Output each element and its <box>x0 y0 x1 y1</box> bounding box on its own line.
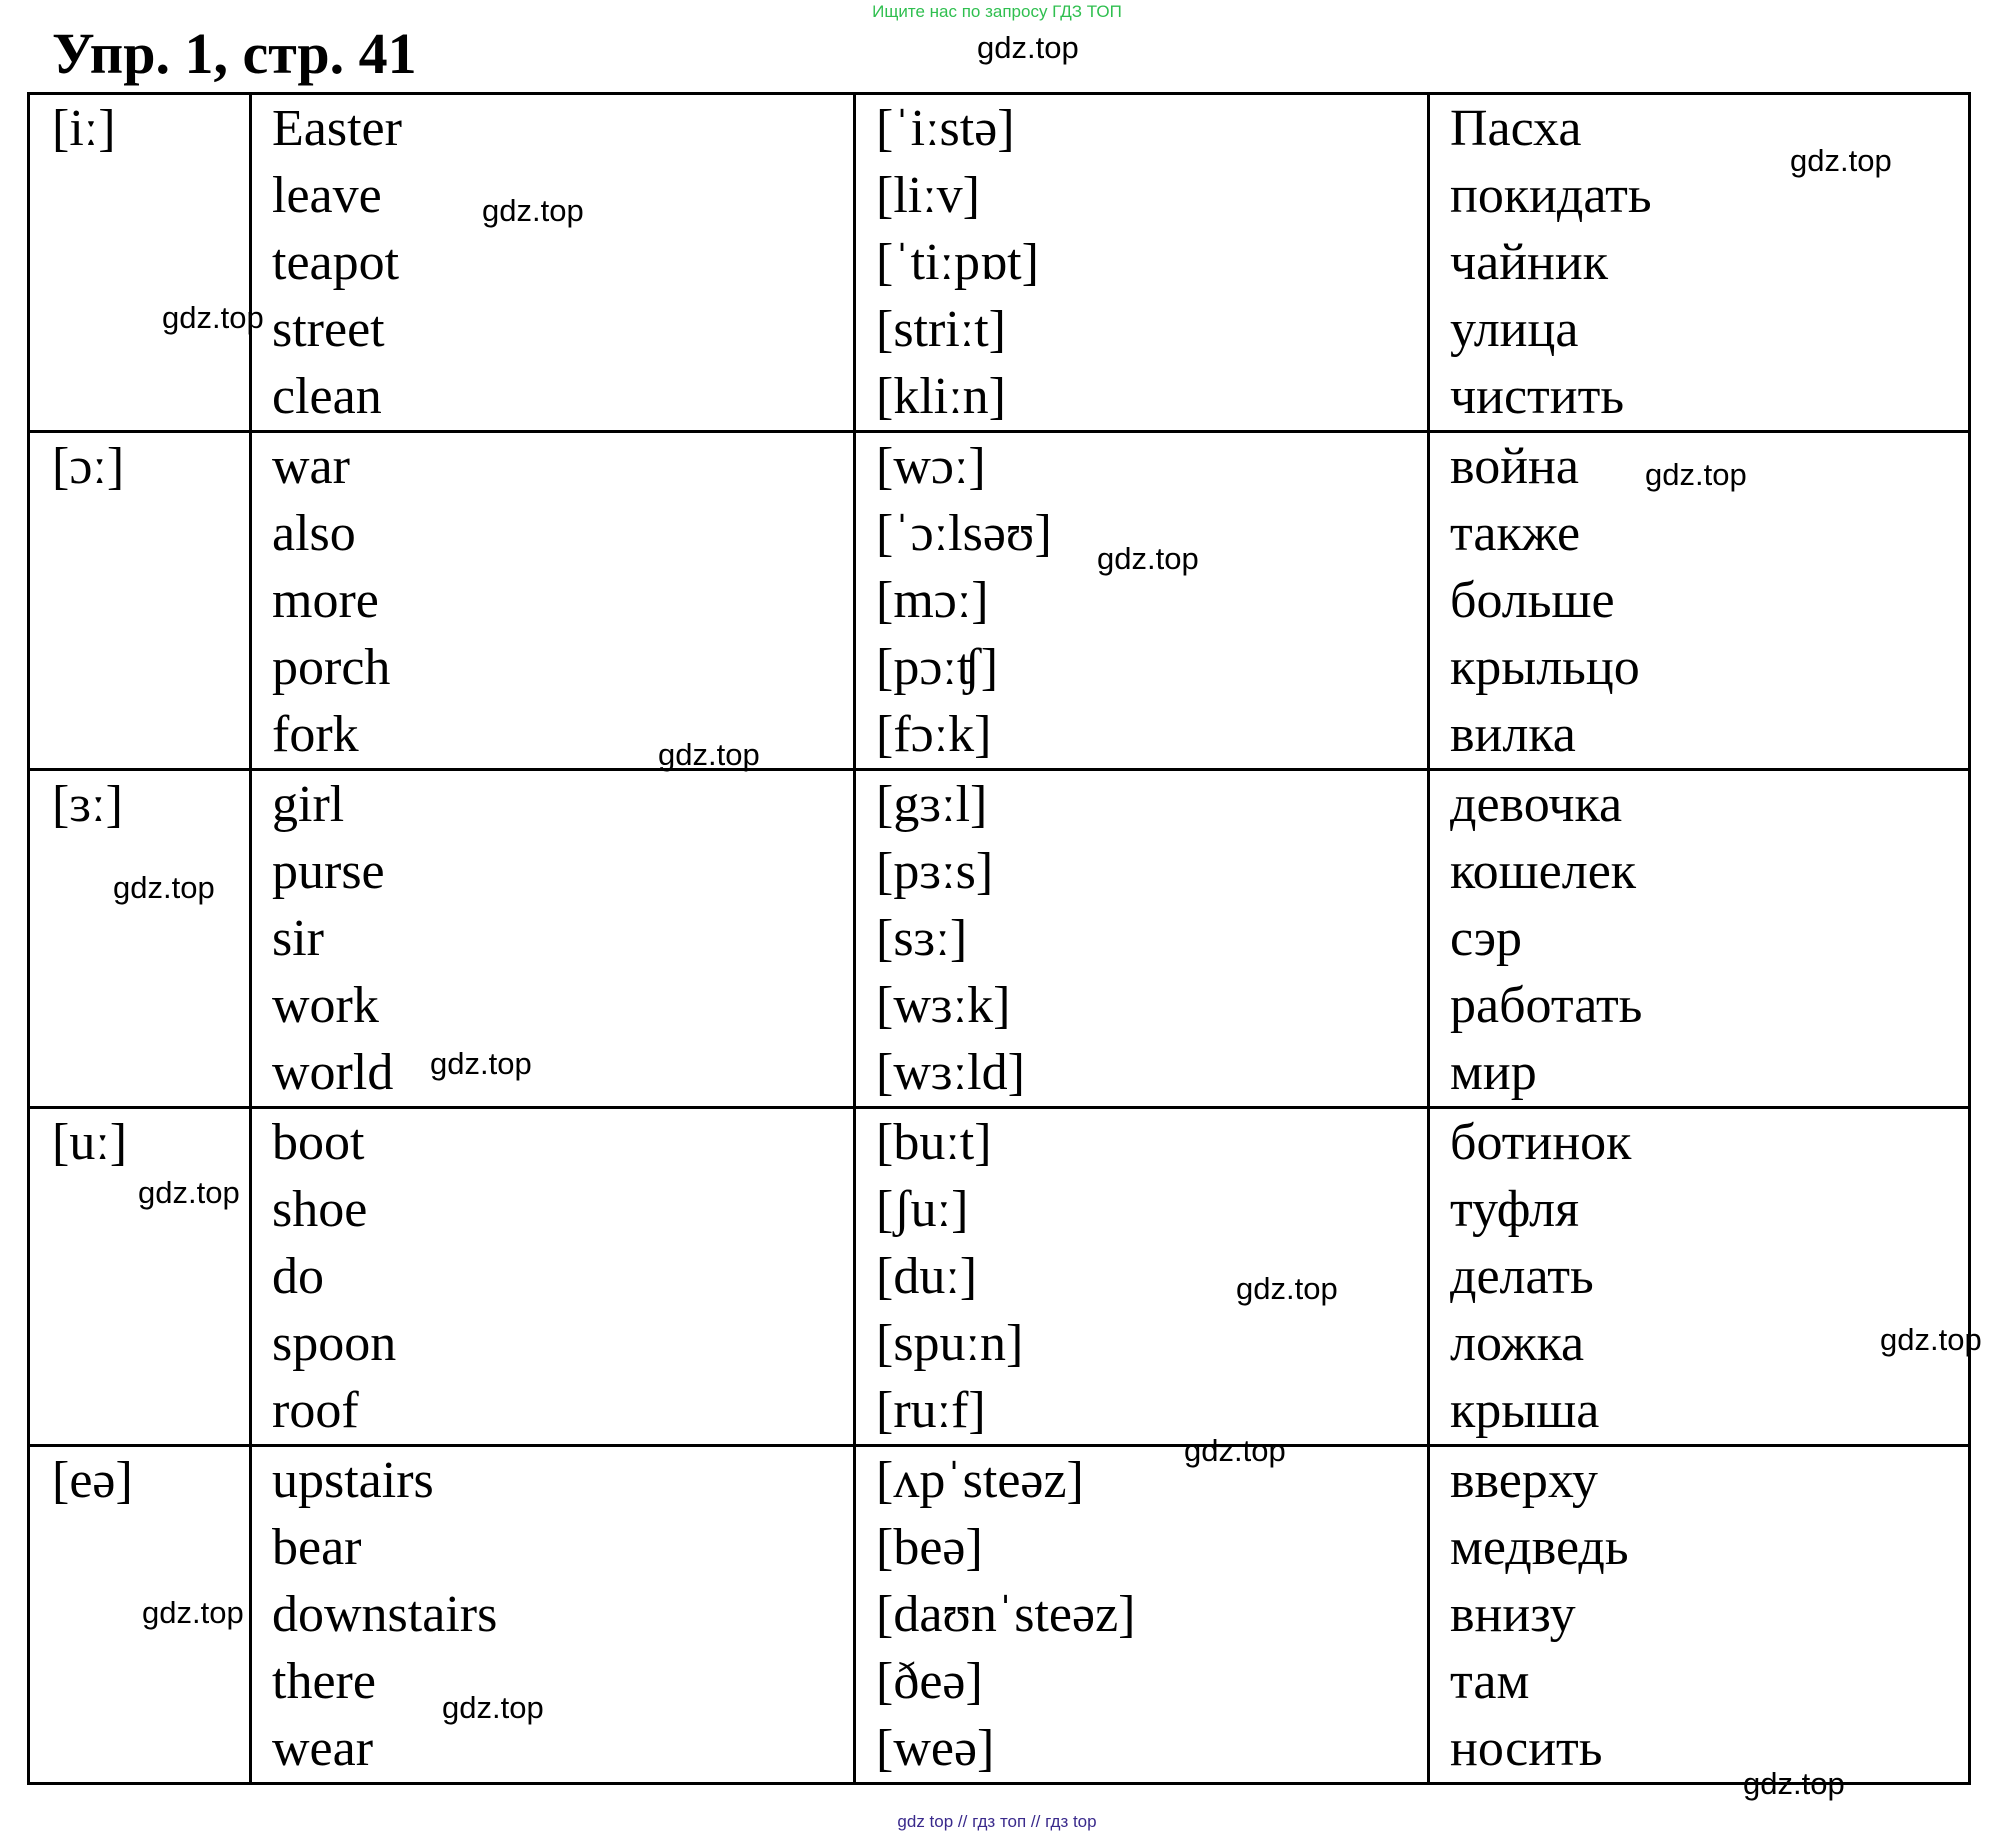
english-word: war <box>272 438 350 495</box>
watermark: gdz.top <box>1743 1766 1845 1801</box>
table-row <box>29 1446 1970 1784</box>
transcription: [daʊnˈsteəz] <box>876 1586 1136 1643</box>
transcription: [kliːn] <box>876 368 1006 425</box>
translation: носить <box>1450 1720 1603 1777</box>
transcriptions-cell <box>855 1446 1429 1784</box>
search-hint: Ищите нас по запросу ГДЗ ТОП <box>872 2 1122 21</box>
translation: чистить <box>1450 368 1625 425</box>
transcription: [spuːn] <box>876 1315 1024 1372</box>
sound-cell <box>29 1108 251 1446</box>
watermark: gdz.top <box>442 1690 544 1725</box>
words-cell <box>251 770 855 1108</box>
transcription: [pɜːs] <box>876 843 994 900</box>
transcriptions-cell <box>855 432 1429 770</box>
watermark: gdz.top <box>138 1175 240 1210</box>
sound-cell <box>29 432 251 770</box>
transcription: [beə] <box>876 1519 983 1576</box>
sound-symbol: [ɜː] <box>52 776 123 833</box>
english-word: spoon <box>272 1315 397 1372</box>
translation: медведь <box>1450 1519 1629 1576</box>
translation: чайник <box>1450 234 1608 291</box>
translation: мир <box>1450 1044 1537 1101</box>
watermark: gdz.top <box>1097 541 1199 576</box>
transcription: [pɔːʧ] <box>876 639 999 696</box>
translation: там <box>1450 1653 1530 1710</box>
words-cell <box>251 432 855 770</box>
english-word: work <box>272 977 379 1034</box>
translations-cell <box>1429 770 1970 1108</box>
watermark: gdz.top <box>430 1046 532 1081</box>
english-word: upstairs <box>272 1452 434 1509</box>
page-title: Упр. 1, стр. 41 <box>52 21 417 86</box>
english-word: shoe <box>272 1181 368 1238</box>
transcription: [ˈɔːlsəʊ] <box>876 505 1052 562</box>
english-word: clean <box>272 368 382 425</box>
translation: улица <box>1450 301 1579 358</box>
transcription: [mɔː] <box>876 572 989 629</box>
english-word: sir <box>272 910 324 967</box>
english-word: also <box>272 505 356 562</box>
english-word: leave <box>272 167 382 224</box>
translation: вверху <box>1450 1452 1598 1509</box>
english-word: street <box>272 301 385 358</box>
table-row <box>29 770 1970 1108</box>
transcriptions-cell <box>855 94 1429 432</box>
transcription: [wɜːk] <box>876 977 1011 1034</box>
transcription: [wɔː] <box>876 438 986 495</box>
english-word: teapot <box>272 234 400 291</box>
table-row <box>29 94 1970 432</box>
watermark: gdz.top <box>113 870 215 905</box>
english-word: boot <box>272 1114 365 1171</box>
transcription: [buːt] <box>876 1114 992 1171</box>
translation: туфля <box>1450 1181 1580 1238</box>
translations-cell <box>1429 1108 1970 1446</box>
watermark: gdz.top <box>1880 1322 1982 1357</box>
footer-text: gdz top // гдз топ // гдз top <box>897 1812 1097 1831</box>
watermark: gdz.top <box>1645 457 1747 492</box>
translation: покидать <box>1450 167 1652 224</box>
transcription: [ʌpˈsteəz] <box>876 1452 1084 1509</box>
sound-cell <box>29 94 251 432</box>
sound-cell <box>29 1446 251 1784</box>
translation: девочка <box>1450 776 1623 833</box>
translation: ботинок <box>1450 1114 1632 1171</box>
translation: кошелек <box>1450 843 1637 900</box>
sound-symbol: [uː] <box>52 1114 128 1171</box>
transcription: [sɜː] <box>876 910 968 967</box>
english-word: world <box>272 1044 394 1101</box>
translation: война <box>1450 438 1579 495</box>
watermark: gdz.top <box>1790 143 1892 178</box>
transcription: [ruːf] <box>876 1382 986 1439</box>
english-word: more <box>272 572 379 629</box>
watermark: gdz.top <box>142 1595 244 1630</box>
sound-symbol: [eə] <box>52 1452 133 1509</box>
translation: крыша <box>1450 1382 1600 1439</box>
sound-cell <box>29 770 251 1108</box>
transcriptions-cell <box>855 1108 1429 1446</box>
table-row <box>29 1108 1970 1446</box>
watermark: gdz.top <box>1184 1433 1286 1468</box>
watermark: gdz.top <box>977 30 1079 65</box>
transcription: [duː] <box>876 1248 978 1305</box>
translation: также <box>1450 505 1581 562</box>
english-word: Easter <box>272 100 402 157</box>
english-word: purse <box>272 843 385 900</box>
watermark: gdz.top <box>162 300 264 335</box>
words-cell <box>251 94 855 432</box>
translation: больше <box>1450 572 1615 629</box>
translations-cell <box>1429 94 1970 432</box>
english-word: girl <box>272 776 345 833</box>
watermark: gdz.top <box>1236 1271 1338 1306</box>
english-word: do <box>272 1248 324 1305</box>
translation: ложка <box>1450 1315 1585 1372</box>
translation: сэр <box>1450 910 1523 967</box>
transcription: [ˈiːstə] <box>876 100 1015 157</box>
transcription: [gɜːl] <box>876 776 988 833</box>
transcription: [liːv] <box>876 167 980 224</box>
translations-cell <box>1429 432 1970 770</box>
table-row <box>29 432 1970 770</box>
english-word: there <box>272 1653 376 1710</box>
english-word: bear <box>272 1519 362 1576</box>
sound-symbol: [iː] <box>52 100 116 157</box>
english-word: roof <box>272 1382 359 1439</box>
words-cell <box>251 1446 855 1784</box>
transcriptions-cell <box>855 770 1429 1108</box>
transcription: [ðeə] <box>876 1653 983 1710</box>
transcription: [ʃuː] <box>876 1181 969 1238</box>
watermark: gdz.top <box>658 737 760 772</box>
watermark: gdz.top <box>482 193 584 228</box>
translation: вилка <box>1450 706 1576 763</box>
translation: крыльцо <box>1450 639 1640 696</box>
translation: Пасха <box>1450 100 1582 157</box>
translation: работать <box>1450 977 1643 1034</box>
transcription: [wɜːld] <box>876 1044 1025 1101</box>
transcription: [striːt] <box>876 301 1006 358</box>
transcription: [ˈtiːpɒt] <box>876 234 1039 291</box>
english-word: wear <box>272 1720 374 1777</box>
translation: внизу <box>1450 1586 1576 1643</box>
translation: делать <box>1450 1248 1594 1305</box>
translations-cell <box>1429 1446 1970 1784</box>
english-word: fork <box>272 706 359 763</box>
transcription: [weə] <box>876 1720 995 1777</box>
transcription: [fɔːk] <box>876 706 992 763</box>
english-word: porch <box>272 639 391 696</box>
english-word: downstairs <box>272 1586 498 1643</box>
vocabulary-table <box>27 92 1971 1785</box>
words-cell <box>251 1108 855 1446</box>
sound-symbol: [ɔː] <box>52 438 125 495</box>
